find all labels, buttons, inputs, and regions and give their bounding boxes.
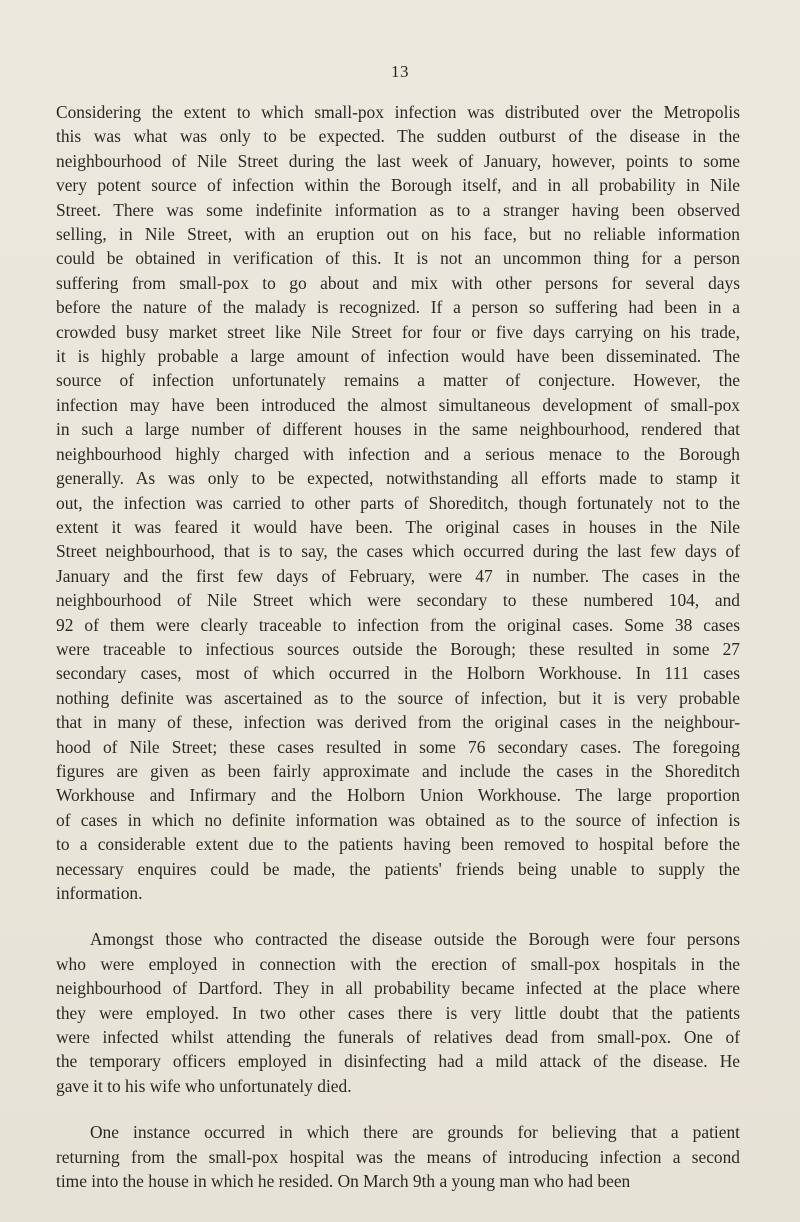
text-line: 92 of them were clearly traceable to infection from the original cases. Some 38 cases (56, 614, 740, 635)
text-line: secondary cases, most of which occurred in the Holborn Workhouse. In 111 cases (56, 663, 740, 684)
text-line: returning from the small-pox hospital was the means of introducing infection a second (56, 1146, 740, 1167)
text-line: Workhouse and Infirmary and the Holborn Union Workhouse. The large proportion (56, 785, 740, 806)
text-line: Street. There was some indefinite information as to a stranger having been observed (56, 199, 740, 220)
text-line: before the nature of the malady is recognized. If a person so suffering had been in a (56, 297, 740, 318)
text-line: Amongst those who contracted the disease outside the Borough were four persons (90, 929, 740, 950)
text-line: Considering the extent to which small-pox infection was distributed over the Metropolis (56, 102, 740, 122)
text-line: were traceable to infectious sources outside the Borough; these resulted in some 27 (56, 638, 740, 659)
text-line: Street neighbourhood, that is to say, the cases which occurred during the last few days of (56, 541, 740, 562)
text-line: neighbourhood of Nile Street which were secondary to these numbered 104, and (56, 590, 740, 611)
text-line: that in many of these, infection was derived from the original cases in the neighbour- (56, 712, 740, 733)
text-line: suffering from small-pox to go about and mix with other persons for several days (56, 272, 740, 293)
text-line: hood of Nile Street; these cases resulted in some 76 secondary cases. The foregoing (56, 736, 740, 757)
text-line: this was what was only to be expected. The sudden outburst of the disease in the (56, 126, 740, 147)
text-line: source of infection unfortunately remains a matter of conjecture. However, the (56, 370, 740, 391)
body-text (56, 100, 740, 1193)
text-line: figures are given as been fairly approximate and include the cases in the Shoreditch (56, 760, 740, 781)
text-line: very potent source of infection within the Borough itself, and in all probability in Nile (56, 175, 740, 196)
text-line: necessary enquires could be made, the patients' friends being unable to supply the (56, 858, 740, 879)
text-line: of cases in which no definite information was obtained as to the source of infection is (56, 809, 740, 830)
paragraph-2 (56, 927, 740, 1098)
text-line: gave it to his wife who unfortunately died. (56, 1075, 352, 1096)
text-line: information. (56, 883, 143, 903)
text-line: who were employed in connection with the erection of small-pox hospitals in the (56, 953, 740, 974)
text-line: generally. As was only to be expected, notwithstanding all efforts made to stamp it (56, 468, 740, 489)
text-line: in such a large number of different houses in the same neighbourhood, rendered that (56, 419, 740, 440)
text-line: neighbourhood of Nile Street during the last week of January, however, points to some (56, 150, 740, 171)
text-line: infection may have been introduced the almost simultaneous development of small-pox (56, 394, 740, 415)
text-line: time into the house in which he resided. On March 9th a young man who had been (56, 1171, 631, 1192)
text-line: to a considerable extent due to the patients having been removed to hospital before the (56, 834, 740, 855)
text-line: out, the infection was carried to other parts of Shoreditch, though fortunately not to the (56, 492, 740, 513)
text-line: nothing definite was ascertained as to the source of infection, but it is very probable (56, 687, 740, 708)
text-line: could be obtained in verification of this. It is not an uncommon thing for a person (56, 248, 740, 269)
text-line: the temporary officers employed in disinfecting had a mild attack of the disease. He (56, 1051, 740, 1072)
paragraph-3 (56, 1120, 740, 1193)
text-line: One instance occurred in which there are grounds for believing that a patient (90, 1122, 740, 1143)
text-line: neighbourhood of Dartford. They in all probability became infected at the place where (56, 978, 740, 999)
text-line: selling, in Nile Street, with an eruption out on his face, but no reliable information (56, 224, 740, 245)
text-line: extent it was feared it would have been. The original cases in houses in the Nile (56, 516, 740, 537)
paragraph-1 (56, 100, 740, 905)
text-line: crowded busy market street like Nile Street for four or five days carrying on his trade, (56, 321, 740, 342)
text-line: they were employed. In two other cases there is very little doubt that the patients (56, 1002, 740, 1023)
text-line: it is highly probable a large amount of infection would have been disseminated. The (56, 346, 740, 367)
page-number: 13 (391, 62, 409, 81)
text-line: neighbourhood highly charged with infection and a serious menace to the Borough (56, 443, 740, 464)
text-line: January and the first few days of February, were 47 in number. The cases in the (56, 565, 740, 586)
text-line: were infected whilst attending the funerals of relatives dead from small-pox. One of (56, 1027, 740, 1048)
